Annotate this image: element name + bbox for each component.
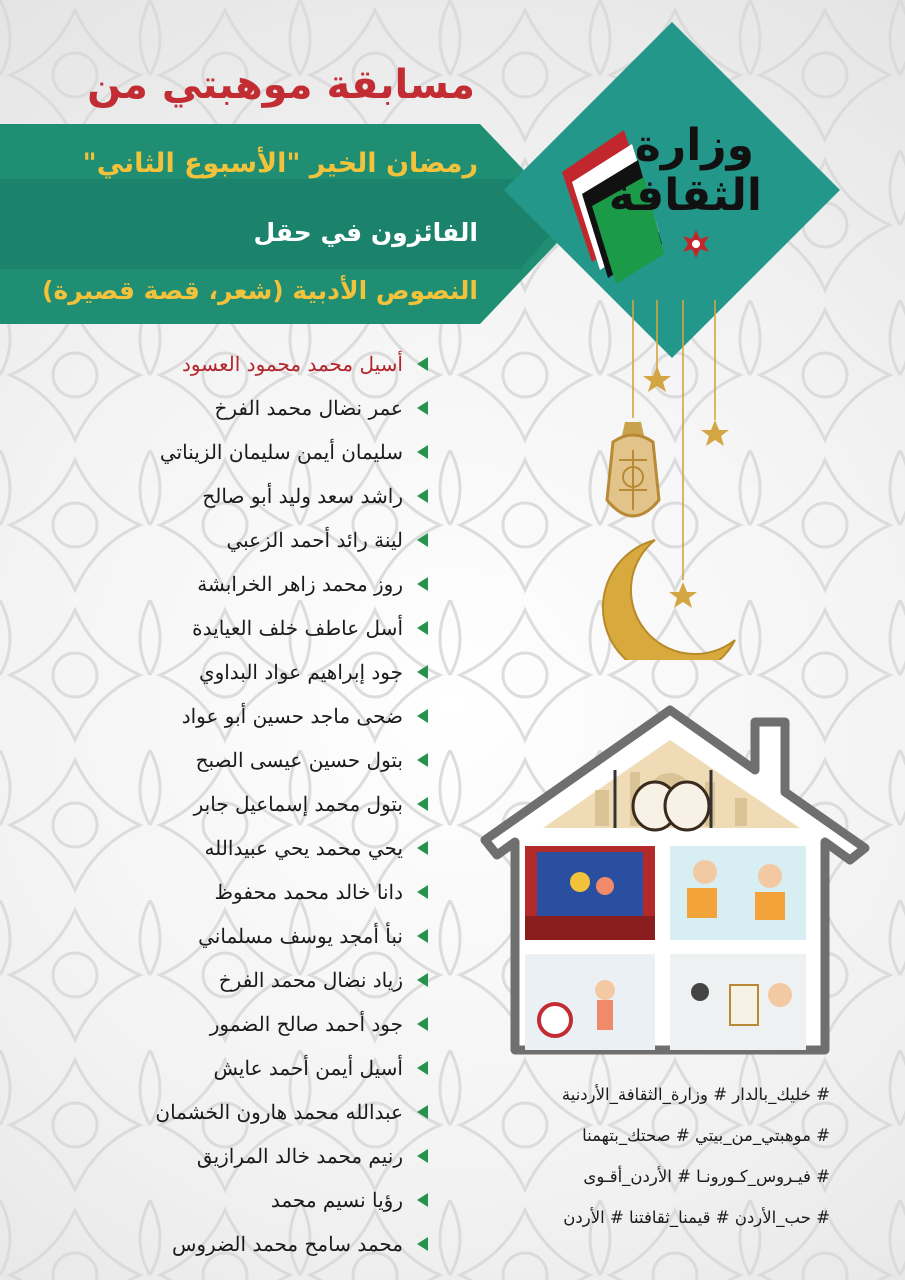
drum-icon: [633, 782, 709, 830]
winner-name: نبأ أمجد يوسف مسلماني: [198, 924, 403, 948]
triangle-bullet-icon: [417, 357, 428, 371]
triangle-bullet-icon: [417, 533, 428, 547]
hashtag-line: # فيـروس_كـورونـا # الأردن_أقـوى: [583, 1167, 830, 1186]
winner-name: بتول حسين عيسى الصبح: [195, 748, 403, 772]
triangle-bullet-icon: [417, 577, 428, 591]
triangle-bullet-icon: [417, 665, 428, 679]
winner-name: سليمان أيمن سليمان الزيناتي: [159, 440, 403, 464]
list-item: [100, 474, 430, 518]
triangle-bullet-icon: [417, 1061, 428, 1075]
hashtag-line: # حب_الأردن # قيمنا_ثقافتنا # الأردن: [563, 1208, 830, 1227]
winner-name: راشد سعد وليد أبو صالح: [202, 484, 403, 508]
winner-name: أسيل محمد محمود العسود: [181, 352, 403, 376]
list-item: [100, 430, 430, 474]
list-item: [100, 738, 430, 782]
window-theater: [525, 846, 655, 940]
lantern-icon: [607, 422, 659, 516]
winner-name: لينة رائد أحمد الزعبي: [226, 528, 403, 552]
hashtag-block: [470, 1074, 830, 1238]
list-item: [100, 1134, 430, 1178]
ramadan-decorations: [585, 300, 785, 660]
triangle-bullet-icon: [417, 1149, 428, 1163]
crescent-icon: [603, 540, 735, 660]
triangle-bullet-icon: [417, 885, 428, 899]
list-item: [100, 1090, 430, 1134]
window-reading: [670, 846, 806, 940]
list-item: [100, 782, 430, 826]
winner-name: زياد نضال محمد الفرخ: [218, 968, 403, 992]
triangle-bullet-icon: [417, 1193, 428, 1207]
winner-name: عبدالله محمد هارون الخشمان: [155, 1100, 403, 1124]
triangle-bullet-icon: [417, 797, 428, 811]
list-item: [100, 694, 430, 738]
logo-line-2: الثقافة: [608, 170, 762, 221]
triangle-bullet-icon: [417, 1105, 428, 1119]
triangle-bullet-icon: [417, 973, 428, 987]
winner-name: رؤيا نسيم محمد: [270, 1188, 403, 1212]
winner-name: دانا خالد محمد محفوظ: [214, 880, 403, 904]
winner-name: جود أحمد صالح الضمور: [209, 1012, 403, 1036]
winner-name: رنيم محمد خالد المرازيق: [196, 1144, 403, 1168]
triangle-bullet-icon: [417, 929, 428, 943]
hashtag-line: # موهبتي_من_بيتي # صحتك_بتهمنا: [582, 1126, 830, 1145]
window-music: [525, 954, 655, 1050]
triangle-bullet-icon: [417, 489, 428, 503]
winners-list: [100, 342, 430, 1266]
triangle-bullet-icon: [417, 753, 428, 767]
winner-name: ضحى ماجد حسين أبو عواد: [181, 704, 403, 728]
winner-name: محمد سامح محمد الضروس: [171, 1232, 403, 1256]
winner-name: بتول محمد إسماعيل جابر: [193, 792, 403, 816]
list-item: [100, 342, 430, 386]
hashtag-line: # خليك_بالدار # وزارة_الثقافة_الأردنية: [561, 1085, 830, 1104]
winner-name: أسيل أيمن أحمد عايش: [213, 1056, 403, 1080]
window-art: [670, 954, 806, 1050]
list-item: [100, 606, 430, 650]
list-item: [100, 1222, 430, 1266]
banner-winners-label: الفائزون في حقل: [253, 218, 478, 247]
banner-week-label: رمضان الخير "الأسبوع الثاني": [82, 148, 478, 179]
triangle-bullet-icon: [417, 621, 428, 635]
list-item: [100, 914, 430, 958]
triangle-bullet-icon: [417, 1237, 428, 1251]
list-item: [100, 518, 430, 562]
winner-name: أسل عاطف خلف العيايدة: [192, 616, 403, 640]
list-item: [100, 870, 430, 914]
triangle-bullet-icon: [417, 401, 428, 415]
list-item: [100, 1002, 430, 1046]
winner-name: جود إبراهيم عواد البداوي: [198, 660, 403, 684]
list-item: [100, 562, 430, 606]
list-item: [100, 1046, 430, 1090]
triangle-bullet-icon: [417, 445, 428, 459]
winner-name: عمر نضال محمد الفرخ: [214, 396, 403, 420]
list-item: [100, 826, 430, 870]
logo-line-1: وزارة: [634, 120, 754, 171]
winner-name: يحي محمد يحي عبيدالله: [204, 836, 403, 860]
triangle-bullet-icon: [417, 709, 428, 723]
list-item: [100, 650, 430, 694]
list-item: [100, 958, 430, 1002]
triangle-bullet-icon: [417, 1017, 428, 1031]
page-title: مسابقة موهبتي من: [87, 62, 475, 108]
list-item: [100, 386, 430, 430]
winner-name: روز محمد زاهر الخرابشة: [197, 572, 403, 596]
list-item: [100, 1178, 430, 1222]
banner-category-label: النصوص الأدبية (شعر، قصة قصيرة): [42, 276, 478, 305]
triangle-bullet-icon: [417, 841, 428, 855]
house-illustration: [455, 700, 890, 1060]
